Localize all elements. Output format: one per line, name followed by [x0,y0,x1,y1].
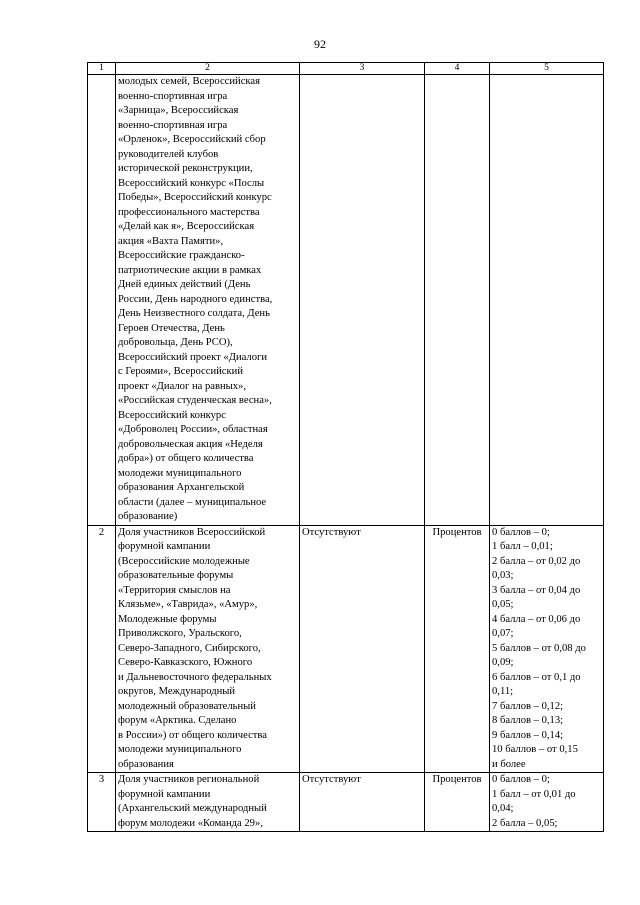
baseline-cell: Отсутствуют [300,525,425,773]
table-row [88,773,604,832]
score-item: 0 баллов – 0; [492,526,550,538]
row-number-cell: 3 [88,773,116,832]
score-item: 2 балла – 0,05; [492,817,558,829]
criteria-table [87,62,604,832]
page-number: 92 [314,37,326,51]
score-item: 8 баллов – 0,13; [492,715,564,726]
unit-cell: Процентов [425,773,490,832]
indicator-cell: Доля участников Всероссийской форумной кампании (Всероссийские молодежные образовательные форумы «Территория смыслов на Клязьме», «Таврида», «Амур», Молодежные форумы Приволжского, Уральского, Северо-Западного, Сибирского, Северо-Кавказского, Южного и Дальневосточного федеральных округов, Международный молодежный образовательный форум «Арктика. Сделано в России») от общего количества молодежи муниципального образования [116,525,300,773]
score-item: 10 баллов – от 0,15 и более [492,744,578,770]
row-number-cell [88,75,116,526]
score-item: 4 балла – от 0,06 до 0,07; [492,613,581,639]
score-item: 5 баллов – от 0,08 до 0,09; [492,642,586,668]
column-header: 1 [88,63,116,75]
indicator-cell: Доля участников региональной форумной кампании (Архангельский международный форум молодежи «Команда 29», [116,773,300,832]
score-item: 7 баллов – 0,12; [492,700,564,712]
score-item: 1 балл – от 0,01 до 0,04; [492,788,576,814]
baseline-cell: Отсутствуют [300,773,425,832]
score-item: 6 баллов – от 0,1 до 0,11; [492,671,581,697]
score-item: 9 баллов – 0,14; [492,729,564,741]
unit-cell: Процентов [425,525,490,773]
column-header: 2 [116,63,300,75]
score-item: 2 балла – от 0,02 до 0,03; [492,555,581,581]
table-row [88,525,604,773]
scores-cell [490,75,604,526]
column-header: 5 [490,63,604,75]
unit-cell [425,75,490,526]
row-number-cell: 2 [88,525,116,773]
scores-cell [490,525,604,773]
indicator-cell: молодых семей, Всероссийская военно-спортивная игра «Зарница», Всероссийская военно-спортивная игра «Орленок», Всероссийский сбор руководителей клубов исторической реконструкции, Всероссийский конкурс «Послы Победы», Всероссийский конкурс профессионального мастерства «Делай как я», Всероссийская акция «Вахта Памяти», Всероссийские гражданско- патриотические акции в рамках Дней единых действий (День России, День народного единства, День Неизвестного солдата, День Героев Отечества, День добровольца, День РСО), Всероссийский проект «Диалоги с Героями», Всероссийский проект «Диалог на равных», «Российская студенческая весна», Всероссийский конкурс «Доброволец России», областная добровольческая акция «Неделя добра») от общего количества молодежи муниципального образования Архангельской области (далее – муниципальное образование) [116,75,300,526]
score-item: 0 баллов – 0; [492,774,550,785]
score-item: 3 балла – от 0,04 до 0,05; [492,584,581,610]
score-item: 1 балл – 0,01; [492,541,553,552]
column-header: 4 [425,63,490,75]
baseline-cell [300,75,425,526]
scores-cell [490,773,604,832]
column-header: 3 [300,63,425,75]
table-header-row [88,63,604,75]
table-row [88,75,604,526]
